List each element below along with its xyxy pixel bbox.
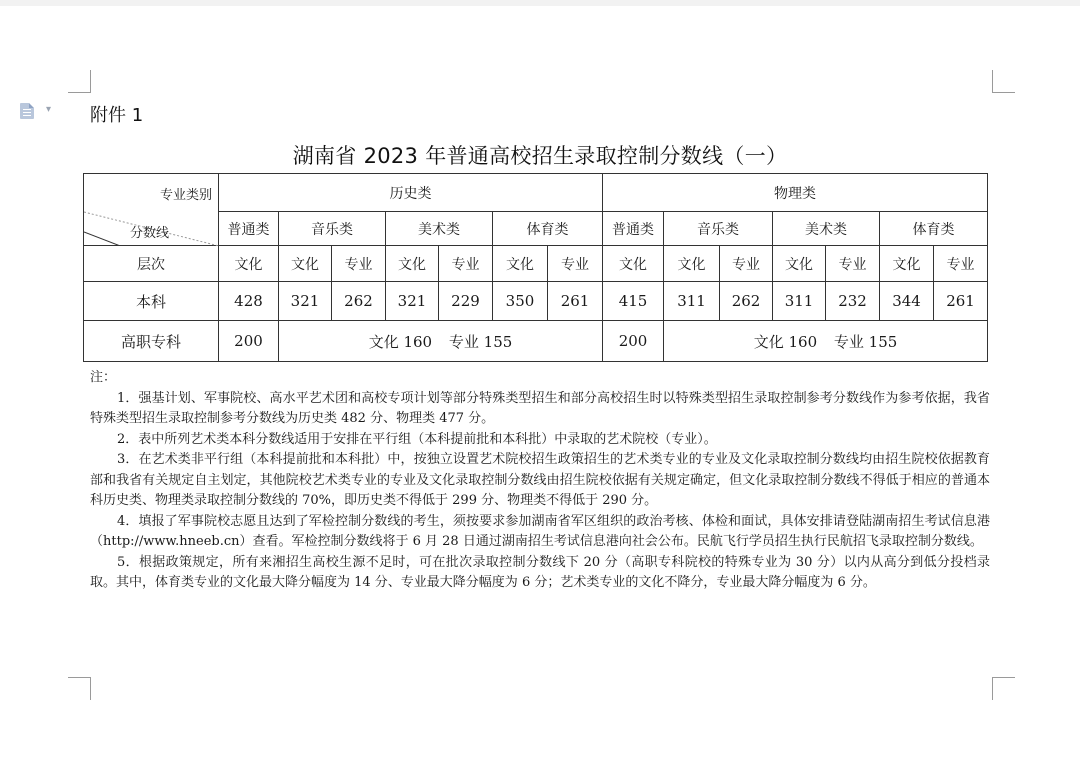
culture-score: 文化 160 <box>368 332 433 351</box>
major-score: 专业 155 <box>833 332 898 351</box>
major-score: 专业 155 <box>448 332 513 351</box>
table-corner-cell <box>84 174 219 246</box>
score-cell: 321 <box>279 282 332 321</box>
column-header: 专业 <box>332 246 386 282</box>
column-header: 文化 <box>386 246 439 282</box>
subgroup-header: 音乐类 <box>664 212 773 246</box>
notes-section <box>90 368 990 594</box>
group-header-history: 历史类 <box>219 174 603 212</box>
group-header-physics: 物理类 <box>603 174 988 212</box>
score-cell: 311 <box>664 282 720 321</box>
subgroup-header: 普通类 <box>603 212 664 246</box>
column-header: 专业 <box>548 246 603 282</box>
column-header: 专业 <box>439 246 493 282</box>
notes-label: 注： <box>90 370 117 385</box>
crop-mark-bottom-left <box>68 677 91 700</box>
note-item: 1．强基计划、军事院校、高水平艺术团和高校专项计划等部分特殊类型招生和部分高校招生时以特殊类型招生录取控制参考分数线作为参考依据，我省特殊类型招生录取控制参考分数线为历史类 482 分、物理类 477 分。 <box>90 390 990 426</box>
column-header: 文化 <box>493 246 548 282</box>
level-header: 层次 <box>84 246 219 282</box>
subgroup-header: 体育类 <box>880 212 988 246</box>
top-edge <box>0 0 1080 6</box>
score-cell: 262 <box>720 282 773 321</box>
corner-category-label: 专业类别 <box>159 188 212 203</box>
crop-mark-top-right <box>992 70 1015 93</box>
score-cell: 200 <box>603 321 664 362</box>
score-cell: 232 <box>826 282 880 321</box>
subgroup-header: 美术类 <box>386 212 493 246</box>
note-item: 4．填报了军事院校志愿且达到了军检控制分数线的考生，须按要求参加湖南省军区组织的政治考核、体检和面试，具体安排请登陆湖南招生考试信息港（http://www.hneeb.cn）查看。军检控制分数线将于 6 月 28 日通过湖南招生考试信息港向社会公布。民航飞行学员招生执行民航招飞录取控制分数线。 <box>90 513 990 549</box>
note-item: 5．根据政策规定，所有来湘招生高校生源不足时，可在批次录取控制分数线下 20 分（高职专科院校的特殊专业为 30 分）以内从高分到低分投档录取。其中，体育类专业的文化最大降分幅度为 14 分、专业最大降分幅度为 6 分；艺术类专业的文化不降分，专业最大降分幅度为 6 分。 <box>90 554 990 590</box>
merged-score-cell <box>664 321 988 362</box>
culture-score: 文化 160 <box>753 332 818 351</box>
column-header: 文化 <box>219 246 279 282</box>
subgroup-header: 美术类 <box>773 212 880 246</box>
column-header: 文化 <box>603 246 664 282</box>
row-level: 本科 <box>84 282 219 321</box>
table-row <box>84 321 988 362</box>
score-cell: 350 <box>493 282 548 321</box>
chevron-down-icon: ▾ <box>46 104 52 115</box>
corner-score-label: 分数线 <box>130 226 170 241</box>
score-cell: 262 <box>332 282 386 321</box>
column-header: 文化 <box>880 246 934 282</box>
score-cell: 428 <box>219 282 279 321</box>
document-icon <box>20 103 34 119</box>
subgroup-header: 体育类 <box>493 212 603 246</box>
crop-mark-top-left <box>68 70 91 93</box>
paragraph-menu-button[interactable] <box>20 103 60 121</box>
document-title: 湖南省 2023 年普通高校招生录取控制分数线（一） <box>292 144 788 168</box>
score-cell: 261 <box>548 282 603 321</box>
column-header: 专业 <box>934 246 988 282</box>
score-cell: 229 <box>439 282 493 321</box>
score-cell: 311 <box>773 282 826 321</box>
column-header: 专业 <box>720 246 773 282</box>
note-item: 3．在艺术类非平行组（本科提前批和本科批）中，按独立设置艺术院校招生政策招生的艺术类专业的专业及文化录取控制分数线均由招生院校依据教育部和我省有关规定自主划定，其他院校艺术类专业的专业及文化录取控制分数线由招生院校依据有关规定确定，但文化录取控制分数线不得低于相应的普通本科历史类、物理类录取控制分数线的 70%，即历史类不得低于 299 分、物理类不得低于 290 分。 <box>90 452 990 508</box>
column-header: 文化 <box>664 246 720 282</box>
column-header: 文化 <box>773 246 826 282</box>
table-row <box>84 282 988 321</box>
score-cell: 200 <box>219 321 279 362</box>
row-level: 高职专科 <box>84 321 219 362</box>
score-table <box>83 173 988 362</box>
subgroup-header: 普通类 <box>219 212 279 246</box>
merged-score-cell <box>279 321 603 362</box>
score-cell: 321 <box>386 282 439 321</box>
column-header: 文化 <box>279 246 332 282</box>
subgroup-header: 音乐类 <box>279 212 386 246</box>
score-cell: 261 <box>934 282 988 321</box>
column-header: 专业 <box>826 246 880 282</box>
crop-mark-bottom-right <box>992 677 1015 700</box>
score-cell: 344 <box>880 282 934 321</box>
note-item: 2．表中所列艺术类本科分数线适用于安排在平行组（本科提前批和本科批）中录取的艺术院校（专业）。 <box>117 431 717 447</box>
score-cell: 415 <box>603 282 664 321</box>
attachment-label: 附件 1 <box>90 105 144 126</box>
